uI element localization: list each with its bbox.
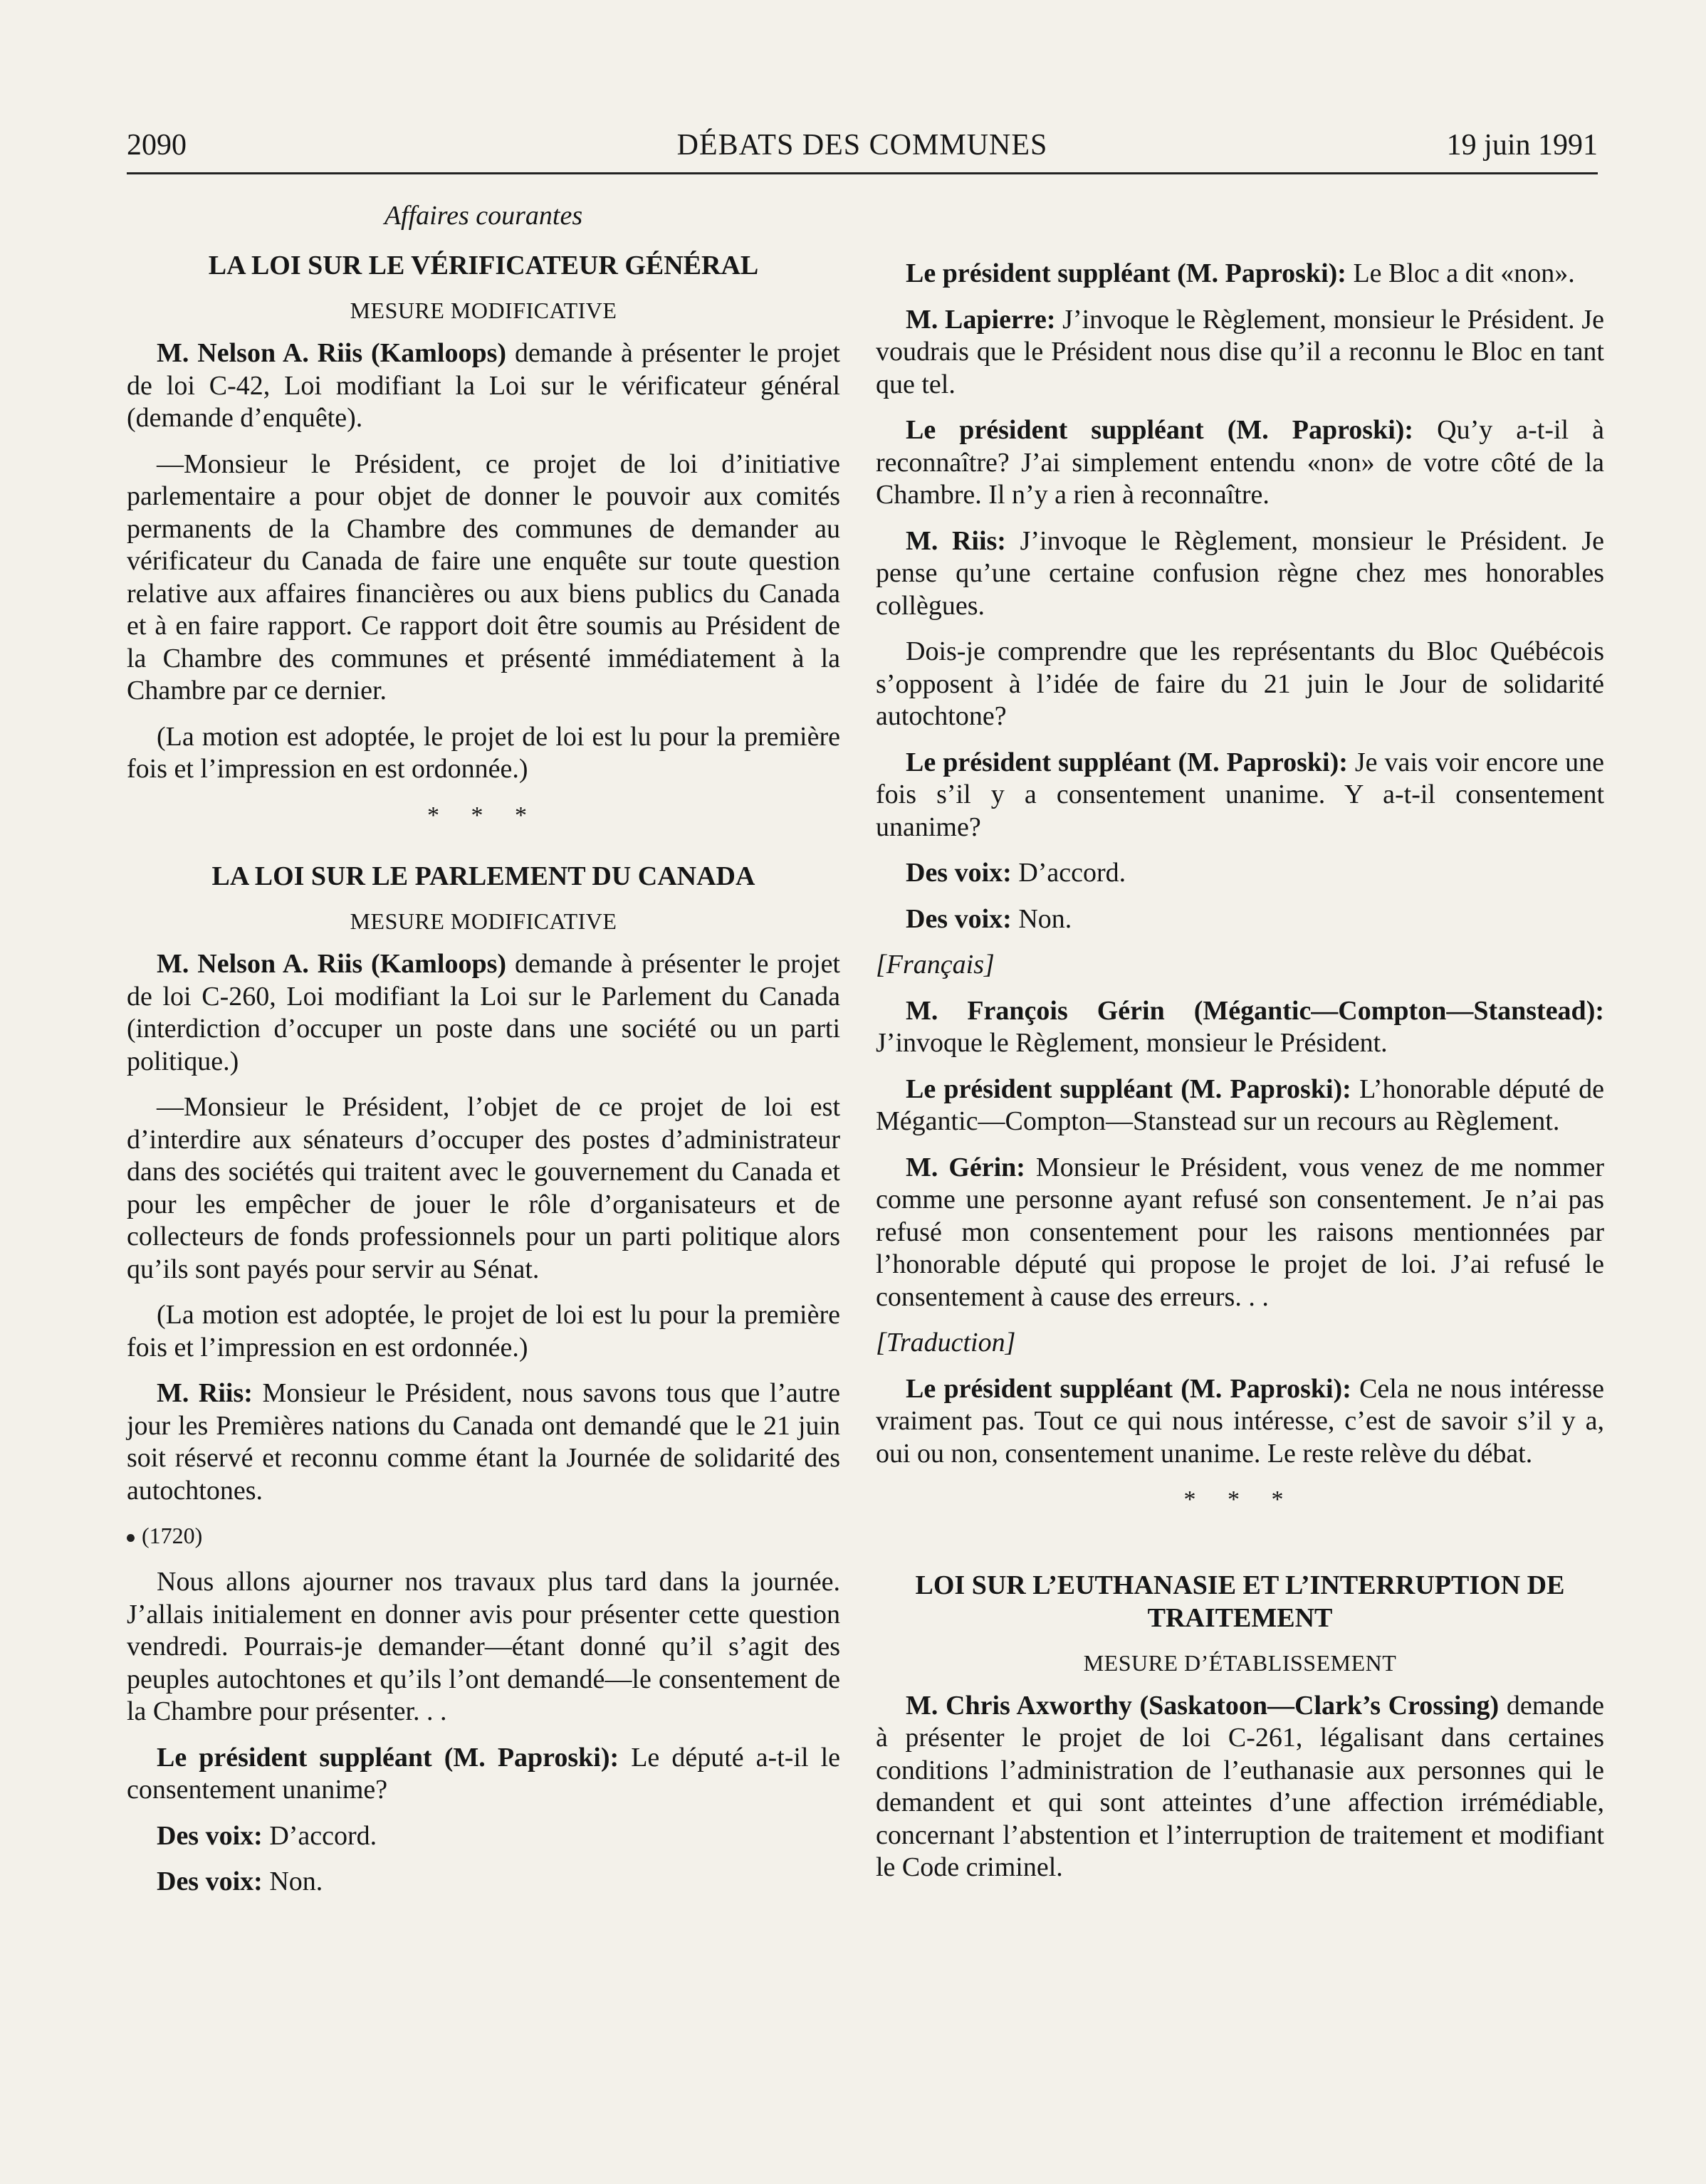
speech-text: Non. [262,1867,323,1896]
speech-text: Cela ne nous intéresse vraiment pas. Tout ce qui nous intéresse, c’est de savoir s’il y a, oui ou non, consentement unanime. Le reste relève du débat. [876,1373,1604,1469]
speech-text: L’honorable député de Mégantic—Compton—Stanstead sur un recours au Règlement. [876,1073,1604,1136]
publication-title: DÉBATS DES COMMUNES [676,129,1048,162]
speaker-name: M. Nelson A. Riis (Kamloops) [157,949,507,979]
speech-text: demande à présenter le projet de loi C-261, légalisant dans certaines conditions l’administration de l’euthanasie aux personnes qui le demandent et qui sont atteintes d’une affection irrémédiable, concernant l’abstention et l’interruption de traitement et modifiant le Code criminel. [876,1690,1605,1882]
paragraph: Nous allons ajourner nos travaux plus tard dans la journée. J’allais initialement en donner avis pour présenter cette question vendredi. Pourrais-je demander—étant donné qu’il s’agit des peuples autochtones et qu’ils l’ont demandé—le consentement de la Chambre pour présenter. . . [127,1567,840,1726]
speech-text: Je vais voir encore une fois s’il y a consentement unanime. Y a-t-il consentement unanime? [876,747,1605,842]
paragraph [127,1377,840,1507]
speaker-name: Le président suppléant (M. Paproski): [906,747,1348,777]
speaker-name: M. Lapierre: [906,304,1056,335]
bill-heading: LOI SUR L’EUTHANASIE ET L’INTERRUPTION DE TRAITEMENT [915,1570,1565,1633]
section-separator: * * * [1183,1486,1297,1513]
speech-text: J’invoque le Règlement, monsieur le Président. Je pense qu’une certaine confusion règne chez mes honorables collègues. [876,525,1604,621]
paragraph [876,414,1604,512]
speech-text: Monsieur le Président, vous venez de me nommer comme une personne ayant refusé son consentement. Je n’ai pas refusé mon consentement pour les raisons mentionnées par l’honorable député qui propose le projet de loi. J’ai refusé le consentement à cause des erreurs. . . [876,1152,1604,1312]
speaker-name: Des voix: [906,903,1012,934]
timestamp-text: (1720) [142,1523,203,1548]
speech-text: Le Bloc a dit «non». [1346,258,1575,288]
speech-text: J’invoque le Règlement, monsieur le Président. [876,1028,1388,1058]
page-header [127,125,1598,174]
paragraph [876,857,1604,890]
paragraph: Dois-je comprendre que les représentants du Bloc Québécois s’opposent à l’idée de faire du 21 juin le Jour de solidarité autochtone? [876,636,1604,731]
speaker-name: M. Riis: [157,1378,253,1408]
paragraph [876,1073,1604,1138]
page-number: 2090 [127,129,187,162]
language-marker: [Traduction] [876,1328,1016,1358]
bill-subheading: MESURE MODIFICATIVE [350,298,617,323]
speech-text: D’accord. [262,1820,377,1851]
speech-text: Non. [1011,903,1072,934]
speaker-name: Le président suppléant (M. Paproski): [906,1373,1351,1404]
speech-text: Monsieur le Président, nous savons tous que l’autre jour les Premières nations du Canada ont demandé que le 21 juin soit réservé et reconnu comme étant la Journée de solidarité des autochtones. [127,1378,840,1506]
bill-heading: LA LOI SUR LE VÉRIFICATEUR GÉNÉRAL [208,251,759,280]
speech-text: Le député a-t-il le consentement unanime? [127,1742,840,1805]
paragraph [127,1820,840,1853]
right-column [876,258,1604,1898]
paragraph [127,337,840,435]
speech-text: D’accord. [1011,858,1126,888]
speaker-name: Des voix: [157,1820,263,1851]
paragraph: (La motion est adoptée, le projet de loi est lu pour la première fois et l’impression en est ordonnée.) [127,721,840,784]
paragraph [876,747,1604,844]
paragraph [876,304,1604,401]
paragraph: —Monsieur le Président, ce projet de loi d’initiative parlementaire a pour objet de donner le pouvoir aux comités permanents de la Chambre des communes de demander au vérificateur du Canada de faire une enquête sur toute question relative aux affaires financières ou aux biens publics du Canada et à en faire rapport. Ce rapport doit être soumis au Président de la Chambre des communes et présenté immédiatement à la Chambre par ce dernier. [127,448,840,705]
speaker-name: Le président suppléant (M. Paproski): [906,258,1346,288]
speaker-name: Le président suppléant (M. Paproski): [906,1073,1351,1104]
paragraph: —Monsieur le Président, l’objet de ce projet de loi est d’interdire aux sénateurs d’occuper des postes d’administrateur dans des sociétés qui traitent avec le gouvernement du Canada et pour les empêcher de jouer le rôle d’organisateurs et de collecteurs de fonds professionnels pour un parti politique alors qu’ils sont payés pour servir au Sénat. [127,1092,840,1284]
speaker-name: M. Riis: [906,525,1006,556]
paragraph [127,948,840,1078]
paragraph: (La motion est adoptée, le projet de loi est lu pour la première fois et l’impression en est ordonnée.) [127,1300,840,1363]
timestamp [127,1521,840,1550]
paragraph [876,1690,1604,1884]
paragraph [127,1866,840,1899]
language-marker: [Français] [876,950,995,980]
spacer [876,1545,1604,1569]
speaker-name: M. Gérin: [906,1152,1025,1182]
speaker-name: M. Nelson A. Riis (Kamloops) [157,338,507,368]
speech-text: J’invoque le Règlement, monsieur le Président. Je voudrais que le Président nous dise qu’il a reconnu le Bloc en tant que tel. [876,304,1604,399]
speaker-name: Le président suppléant (M. Paproski): [906,415,1414,445]
speech-text: demande à présenter le projet de loi C-260, Loi modifiant la Loi sur le Parlement du Canada (interdiction d’occuper un poste dans une société ou un parti politique.) [127,949,840,1076]
speaker-name: Des voix: [906,858,1012,888]
speaker-name: M. Chris Axworthy (Saskatoon—Clark’s Crossing) [906,1690,1500,1721]
paragraph [876,995,1604,1060]
paragraph [876,258,1604,290]
bill-subheading: MESURE MODIFICATIVE [350,908,617,934]
section-separator: * * * [427,802,540,829]
speaker-name: Le président suppléant (M. Paproski): [157,1742,619,1773]
bill-heading: LA LOI SUR LE PARLEMENT DU CANADA [211,861,755,891]
paragraph [876,525,1604,623]
paragraph [876,1373,1604,1471]
paragraph [876,1152,1604,1314]
speaker-name: Des voix: [157,1867,263,1896]
speech-text: demande à présenter le projet de loi C-42, Loi modifiant la Loi sur le vérificateur général (demande d’enquête). [127,338,840,433]
paragraph [876,903,1604,936]
left-column [127,199,840,1912]
issue-date: 19 juin 1991 [1446,129,1598,162]
speaker-name: M. François Gérin (Mégantic—Compton—Stanstead): [906,995,1604,1026]
paragraph [127,1742,840,1807]
bullet-icon [127,1534,135,1542]
bill-subheading: MESURE D’ÉTABLISSEMENT [1083,1649,1397,1676]
section-rubric: Affaires courantes [384,201,583,231]
speech-text: Qu’y a-t-il à reconnaître? J’ai simplement entendu «non» de votre côté de la Chambre. Il n’y a rien à reconnaître. [876,415,1605,510]
